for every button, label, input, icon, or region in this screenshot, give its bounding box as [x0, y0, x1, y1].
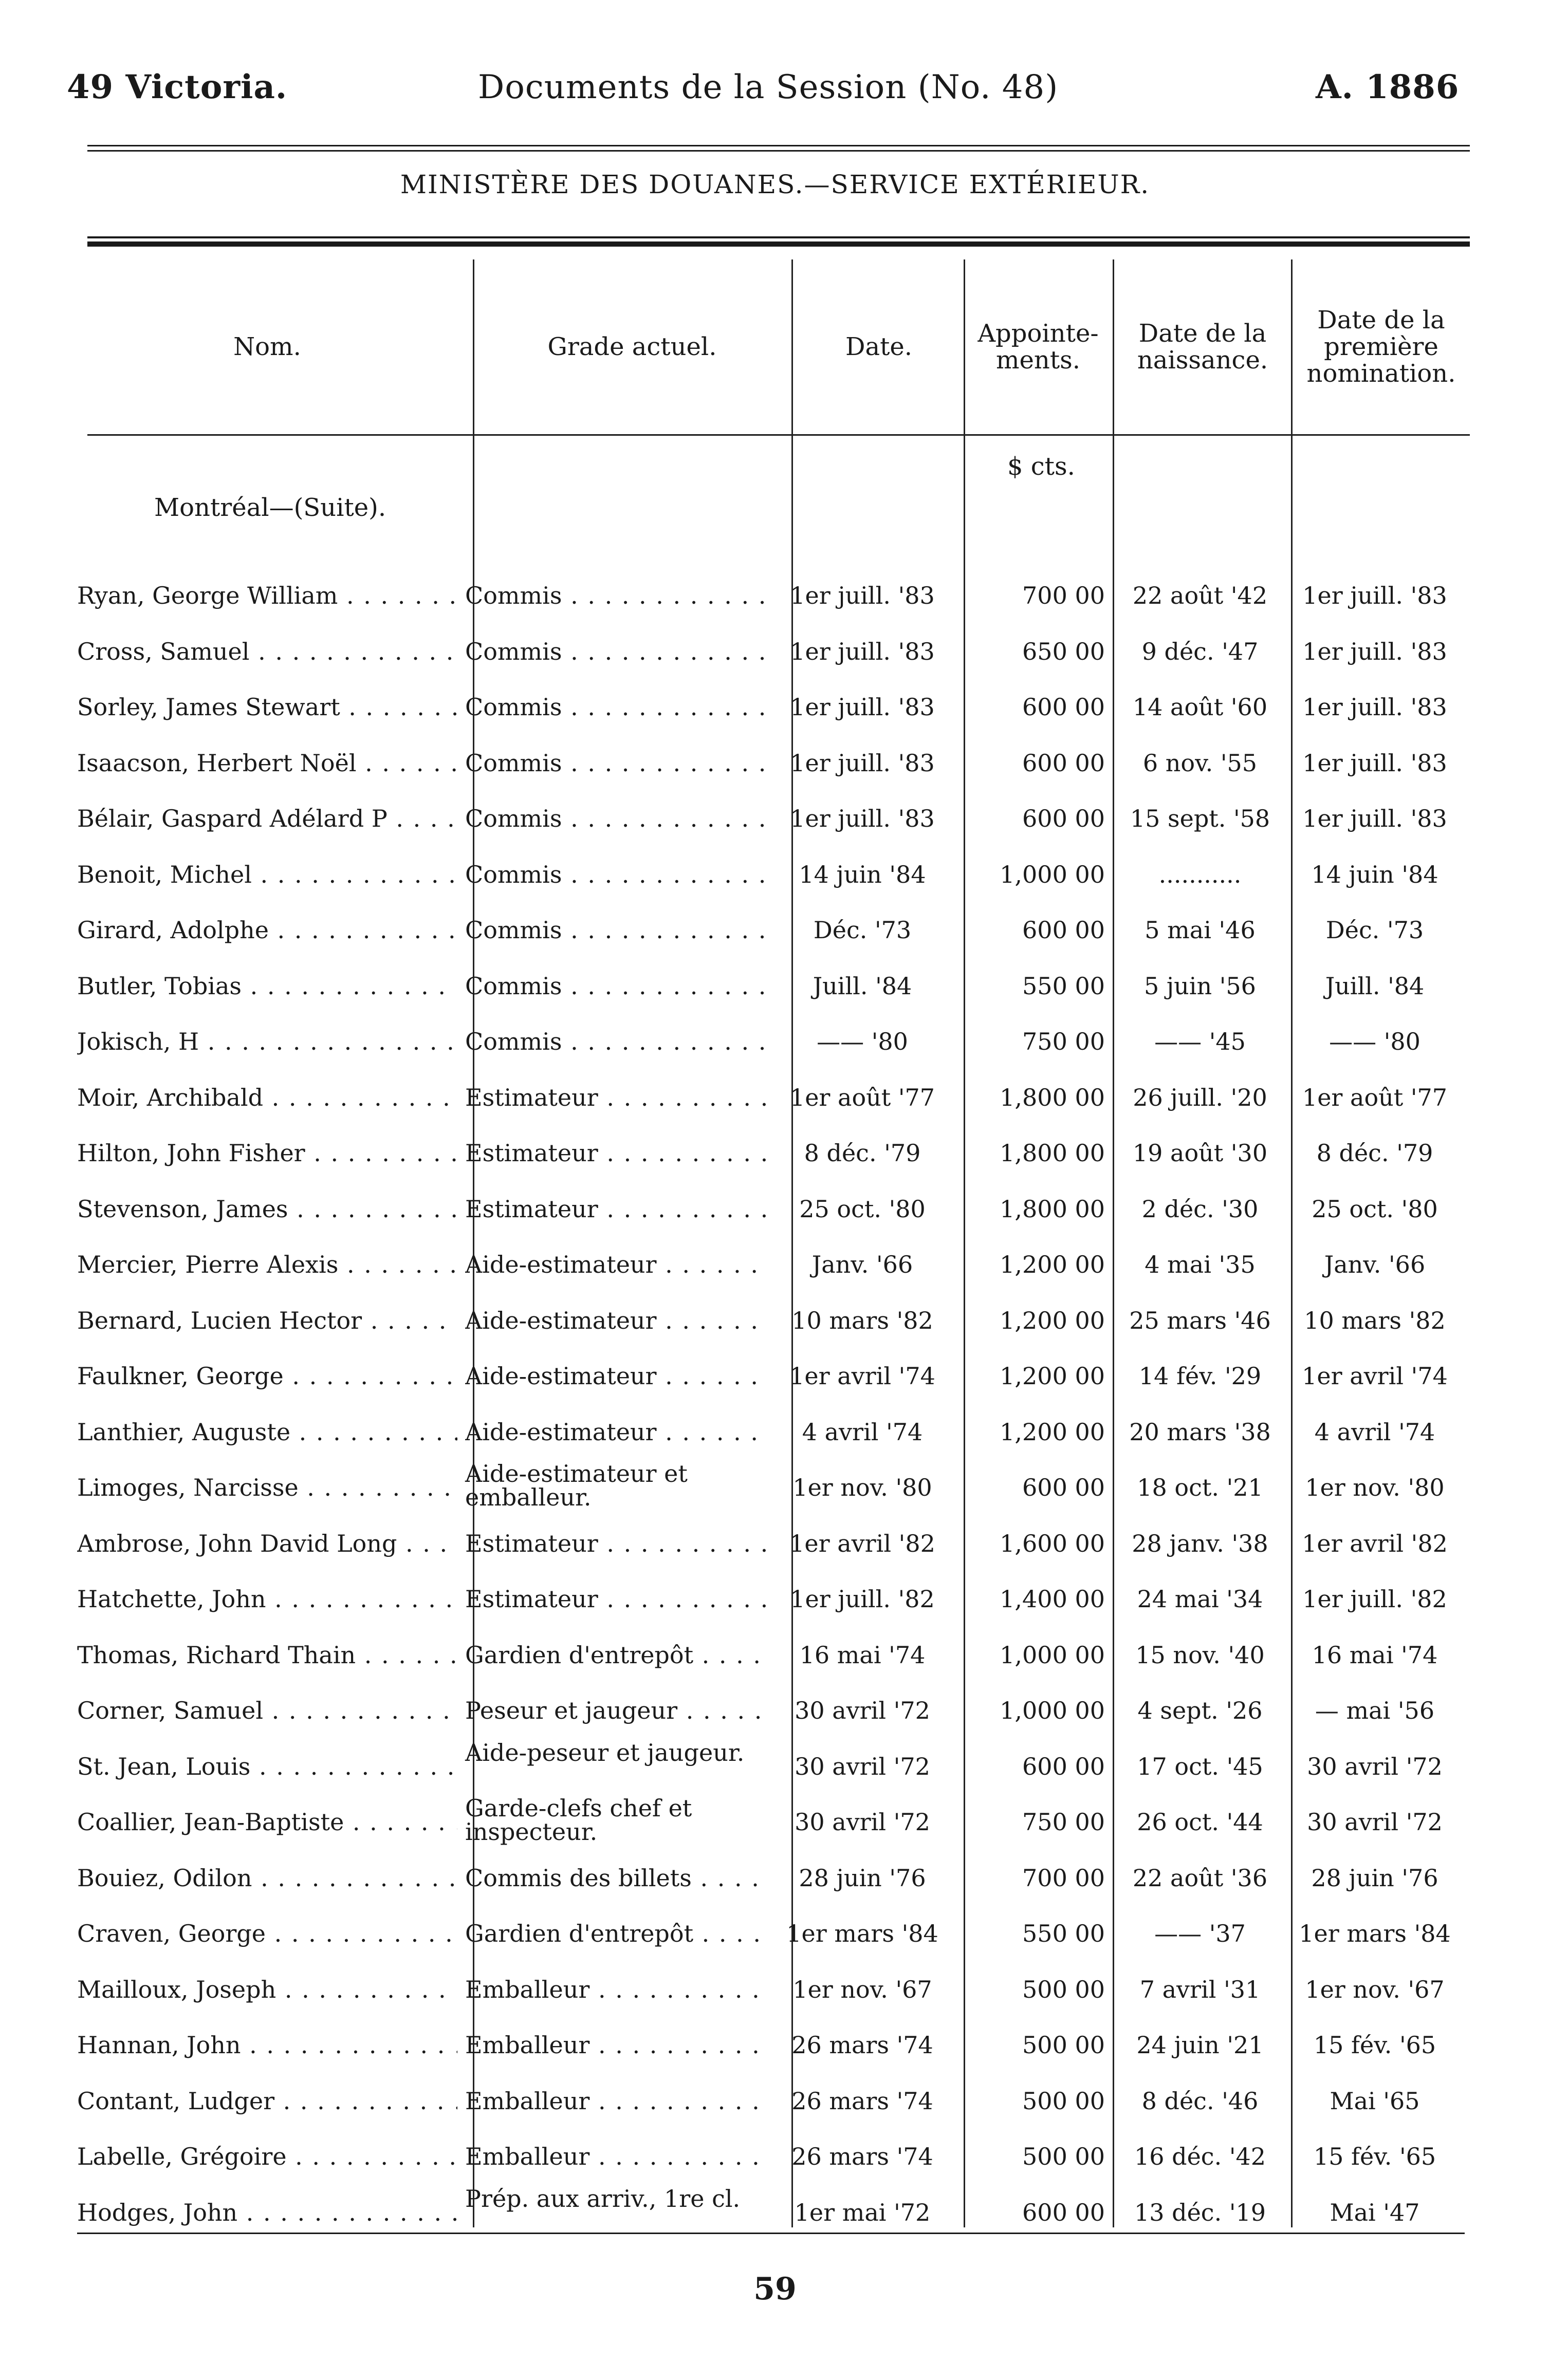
row-date: 1er nov. '80	[792, 1474, 932, 1501]
row-birth-date: 6 nov. '55	[1142, 749, 1258, 777]
row-salary: 500 00	[1022, 1975, 1105, 2003]
row-grade: Commis . . .	[465, 902, 768, 958]
row-date: 30 avril '72	[795, 1697, 930, 1724]
row-date: 1er nov. '67	[792, 1975, 932, 2003]
row-date: 1er juill. '83	[790, 693, 935, 721]
row-date: 28 juin '76	[799, 1864, 926, 1892]
row-salary: 600 00	[1022, 1752, 1105, 1780]
currency-unit: $ cts.	[1007, 452, 1075, 481]
row-birth-date: 26 oct. '44	[1137, 1808, 1263, 1836]
row-salary: 600 00	[1022, 1474, 1105, 1501]
row-first-appointment: 1er nov. '80	[1305, 1474, 1445, 1501]
row-first-appointment: 15 fév. '65	[1313, 2143, 1436, 2170]
row-salary: 1,000 00	[1000, 860, 1105, 888]
row-first-appointment: 1er juill. '83	[1302, 749, 1447, 777]
row-grade: Commis . . .	[465, 958, 768, 1014]
row-date: 1er avril '74	[789, 1362, 935, 1390]
row-date: 10 mars '82	[791, 1306, 933, 1334]
row-grade: Estimateur . . .	[465, 1070, 768, 1125]
row-birth-date: 14 août '60	[1132, 693, 1268, 721]
row-birth-date: 4 sept. '26	[1137, 1697, 1263, 1724]
row-name: Hodges, John . . .	[77, 2185, 457, 2240]
row-first-appointment: 25 oct. '80	[1312, 1195, 1438, 1223]
row-grade: Emballeur . . .	[465, 1962, 768, 2017]
row-date: Janv. '66	[811, 1251, 913, 1278]
row-birth-date: 15 sept. '58	[1130, 805, 1270, 832]
row-name: Ryan, George William . . .	[77, 568, 457, 623]
row-date: 1er mai '72	[794, 2198, 931, 2226]
row-name: Bélair, Gaspard Adélard P . . .	[77, 791, 457, 846]
row-grade: Aide-estimateur . . .	[465, 1293, 768, 1348]
row-first-appointment: 30 avril '72	[1307, 1808, 1443, 1836]
row-name: Thomas, Richard Thain . . .	[77, 1627, 457, 1683]
header-rule	[87, 434, 1470, 436]
row-grade: Emballeur . . .	[465, 2073, 768, 2129]
col-header-nom: Nom.	[233, 332, 301, 361]
row-date: 1er juill. '82	[790, 1585, 935, 1613]
row-first-appointment: 4 avril '74	[1314, 1418, 1435, 1446]
row-salary: 550 00	[1022, 1920, 1105, 1947]
row-name: Limoges, Narcisse . . .	[77, 1460, 457, 1515]
row-salary: 1,800 00	[1000, 1195, 1105, 1223]
row-salary: 1,200 00	[1000, 1418, 1105, 1446]
row-grade: Peseur et jaugeur . . .	[465, 1683, 768, 1738]
table-bottom-rule	[77, 2233, 1465, 2234]
row-name: Moir, Archibald . . .	[77, 1070, 457, 1125]
row-salary: 1,000 00	[1000, 1697, 1105, 1724]
title-rule-top	[87, 236, 1470, 238]
row-grade: Commis des billets . . .	[465, 1850, 768, 1906]
row-salary: 600 00	[1022, 2198, 1105, 2226]
row-date: —— '80	[817, 1028, 908, 1055]
row-salary: 1,800 00	[1000, 1083, 1105, 1111]
row-salary: 600 00	[1022, 749, 1105, 777]
title-rule-thick	[87, 241, 1470, 247]
row-date: Déc. '73	[813, 916, 912, 944]
row-first-appointment: 8 déc. '79	[1316, 1139, 1433, 1167]
row-birth-date: 13 déc. '19	[1134, 2198, 1266, 2226]
row-salary: 500 00	[1022, 2143, 1105, 2170]
row-grade: Commis . . .	[465, 735, 768, 791]
row-first-appointment: 1er nov. '67	[1305, 1975, 1445, 2003]
row-birth-date: —— '45	[1154, 1028, 1246, 1055]
row-first-appointment: 15 fév. '65	[1313, 2031, 1436, 2059]
row-salary: 600 00	[1022, 805, 1105, 832]
row-birth-date: 22 août '36	[1132, 1864, 1268, 1892]
row-name: Hilton, John Fisher . . .	[77, 1125, 457, 1181]
row-date: 14 juin '84	[799, 860, 926, 888]
row-birth-date: 20 mars '38	[1129, 1418, 1271, 1446]
row-name: Craven, George . . .	[77, 1906, 457, 1961]
row-name: Bouiez, Odilon . . .	[77, 1850, 457, 1906]
row-grade: Commis . . .	[465, 1014, 768, 1069]
row-grade: Aide-estimateur . . .	[465, 1404, 768, 1460]
row-birth-date: 16 déc. '42	[1134, 2143, 1266, 2170]
row-first-appointment: 1er juill. '83	[1302, 582, 1447, 609]
row-salary: 750 00	[1022, 1808, 1105, 1836]
row-date: 30 avril '72	[795, 1808, 930, 1836]
row-date: 1er août '77	[789, 1083, 935, 1111]
row-name: Lanthier, Auguste . . .	[77, 1404, 457, 1460]
row-first-appointment: Juill. '84	[1325, 972, 1425, 1000]
row-name: Bernard, Lucien Hector . . .	[77, 1293, 457, 1348]
row-name: Butler, Tobias . . .	[77, 958, 457, 1014]
row-salary: 700 00	[1022, 582, 1105, 609]
row-birth-date: —— '37	[1154, 1920, 1246, 1947]
row-birth-date: 9 déc. '47	[1141, 637, 1259, 665]
running-head	[0, 62, 1550, 113]
row-birth-date: 25 mars '46	[1129, 1306, 1271, 1334]
row-grade: Commis . . .	[465, 568, 768, 623]
row-grade: Commis . . .	[465, 847, 768, 902]
row-date: 30 avril '72	[795, 1752, 930, 1780]
row-birth-date: 19 août '30	[1132, 1139, 1268, 1167]
row-first-appointment: 28 juin '76	[1311, 1864, 1438, 1892]
row-name: Sorley, James Stewart . . .	[77, 679, 457, 735]
row-birth-date: 7 avril '31	[1139, 1975, 1261, 2003]
row-grade: Prép. aux arriv., 1re cl.	[465, 2184, 741, 2212]
row-name: St. Jean, Louis . . .	[77, 1739, 457, 1794]
row-date: 1er juill. '83	[790, 805, 935, 832]
row-grade: Gardien d'entrepôt . . .	[465, 1906, 768, 1961]
row-birth-date: 24 juin '21	[1136, 2031, 1264, 2059]
row-first-appointment: 1er juill. '83	[1302, 637, 1447, 665]
page-title: MINISTÈRE DES DOUANES.—SERVICE EXTÉRIEUR.	[400, 170, 1150, 199]
row-first-appointment: Déc. '73	[1325, 916, 1424, 944]
row-date: 25 oct. '80	[799, 1195, 926, 1223]
row-date: 1er mars '84	[786, 1920, 938, 1947]
page-number: 59	[753, 2271, 797, 2307]
row-name: Isaacson, Herbert Noël . . .	[77, 735, 457, 791]
row-name: Mailloux, Joseph . . .	[77, 1962, 457, 2017]
row-salary: 1,800 00	[1000, 1139, 1105, 1167]
row-salary: 1,200 00	[1000, 1362, 1105, 1390]
row-first-appointment: 1er juill. '83	[1302, 693, 1447, 721]
row-grade: Aide-estimateur et emballeur.	[465, 1460, 688, 1511]
row-first-appointment: 1er août '77	[1302, 1083, 1448, 1111]
row-birth-date: 14 fév. '29	[1138, 1362, 1262, 1390]
row-date: 1er avril '82	[789, 1529, 935, 1557]
row-grade: Commis . . .	[465, 791, 768, 846]
row-date: 4 avril '74	[802, 1418, 923, 1446]
row-first-appointment: 1er avril '74	[1302, 1362, 1448, 1390]
row-grade: Aide-estimateur . . .	[465, 1237, 768, 1292]
row-grade: Commis . . .	[465, 679, 768, 735]
row-birth-date: 4 mai '35	[1145, 1251, 1256, 1278]
row-grade: Estimateur . . .	[465, 1516, 768, 1571]
row-birth-date: 15 nov. '40	[1135, 1641, 1265, 1669]
row-grade: Estimateur . . .	[465, 1125, 768, 1181]
row-date: 8 déc. '79	[804, 1139, 921, 1167]
row-birth-date: 28 janv. '38	[1132, 1529, 1268, 1557]
col-header-appointements: Appointe-ments.	[977, 319, 1099, 375]
row-name: Ambrose, John David Long . . .	[77, 1516, 457, 1571]
row-date: 16 mai '74	[799, 1641, 926, 1669]
row-grade: Gardien d'entrepôt . . .	[465, 1627, 768, 1683]
row-name: Labelle, Grégoire . . .	[77, 2129, 457, 2184]
row-salary: 500 00	[1022, 2087, 1105, 2115]
row-grade: Estimateur . . .	[465, 1571, 768, 1627]
row-salary: 750 00	[1022, 1028, 1105, 1055]
row-date: 26 mars '74	[791, 2143, 933, 2170]
row-date: 26 mars '74	[791, 2031, 933, 2059]
row-salary: 700 00	[1022, 1864, 1105, 1892]
row-salary: 600 00	[1022, 916, 1105, 944]
header-left: 49 Victoria.	[67, 68, 288, 106]
row-grade: Aide-estimateur . . .	[465, 1348, 768, 1404]
row-name: Faulkner, George . . .	[77, 1348, 457, 1404]
row-birth-date: 26 juill. '20	[1133, 1083, 1267, 1111]
row-grade: Estimateur . . .	[465, 1181, 768, 1237]
row-first-appointment: Mai '65	[1330, 2087, 1420, 2115]
header-right: A. 1886	[1316, 68, 1460, 106]
double-rule-top	[87, 145, 1470, 146]
row-grade: Garde-clefs chef et inspecteur.	[465, 1794, 692, 1846]
row-first-appointment: 16 mai '74	[1312, 1641, 1438, 1669]
row-first-appointment: Janv. '66	[1324, 1251, 1426, 1278]
row-first-appointment: — mai '56	[1315, 1697, 1435, 1724]
row-salary: 1,200 00	[1000, 1251, 1105, 1278]
col-header-date: Date.	[845, 332, 913, 361]
row-birth-date: 5 mai '46	[1145, 916, 1256, 944]
row-name: Corner, Samuel . . .	[77, 1683, 457, 1738]
row-grade: Emballeur . . .	[465, 2129, 768, 2184]
row-name: Girard, Adolphe . . .	[77, 902, 457, 958]
row-grade: Emballeur . . .	[465, 2017, 768, 2073]
row-salary: 650 00	[1022, 637, 1105, 665]
row-name: Hatchette, John . . .	[77, 1571, 457, 1627]
row-first-appointment: 30 avril '72	[1307, 1752, 1443, 1780]
row-salary: 1,200 00	[1000, 1306, 1105, 1334]
row-name: Stevenson, James . . .	[77, 1181, 457, 1237]
row-salary: 1,400 00	[1000, 1585, 1105, 1613]
row-date: 26 mars '74	[791, 2087, 933, 2115]
row-birth-date: 2 déc. '30	[1141, 1195, 1259, 1223]
row-name: Jokisch, H . . .	[77, 1014, 457, 1069]
row-salary: 1,000 00	[1000, 1641, 1105, 1669]
col-header-naissance: Date de la naissance.	[1137, 319, 1268, 375]
row-name: Cross, Samuel . . .	[77, 624, 457, 679]
header-center: Documents de la Session (No. 48)	[478, 68, 1059, 106]
row-first-appointment: 1er avril '82	[1302, 1529, 1448, 1557]
row-name: Mercier, Pierre Alexis . . .	[77, 1237, 457, 1292]
row-birth-date: 17 oct. '45	[1137, 1752, 1263, 1780]
row-first-appointment: 14 juin '84	[1311, 860, 1438, 888]
row-first-appointment: 10 mars '82	[1304, 1306, 1446, 1334]
row-name: Benoit, Michel . . .	[77, 847, 457, 902]
row-name: Hannan, John . . .	[77, 2017, 457, 2073]
row-birth-date: 24 mai '34	[1137, 1585, 1263, 1613]
row-first-appointment: —— '80	[1329, 1028, 1420, 1055]
row-date: Juill. '84	[813, 972, 912, 1000]
row-grade: Commis . . .	[465, 624, 768, 679]
row-first-appointment: Mai '47	[1330, 2198, 1420, 2226]
col-header-premiere: Date de la première nomination.	[1306, 306, 1456, 388]
row-date: 1er juill. '83	[790, 749, 935, 777]
row-salary: 550 00	[1022, 972, 1105, 1000]
row-birth-date: ...........	[1158, 860, 1242, 888]
row-salary: 600 00	[1022, 693, 1105, 721]
section-label: Montréal—(Suite).	[154, 493, 386, 522]
row-grade: Aide-peseur et jaugeur.	[465, 1738, 745, 1767]
double-rule-bottom	[87, 150, 1470, 152]
row-birth-date: 22 août '42	[1132, 582, 1268, 609]
row-salary: 1,600 00	[1000, 1529, 1105, 1557]
row-date: 1er juill. '83	[790, 582, 935, 609]
row-first-appointment: 1er juill. '83	[1302, 805, 1447, 832]
row-birth-date: 8 déc. '46	[1141, 2087, 1259, 2115]
row-birth-date: 18 oct. '21	[1137, 1474, 1263, 1501]
row-first-appointment: 1er juill. '82	[1302, 1585, 1447, 1613]
row-name: Contant, Ludger . . .	[77, 2073, 457, 2129]
row-first-appointment: 1er mars '84	[1299, 1920, 1451, 1947]
row-date: 1er juill. '83	[790, 637, 935, 665]
row-salary: 500 00	[1022, 2031, 1105, 2059]
row-name: Coallier, Jean-Baptiste . . .	[77, 1794, 457, 1850]
row-birth-date: 5 juin '56	[1144, 972, 1256, 1000]
col-header-grade: Grade actuel.	[547, 332, 717, 361]
